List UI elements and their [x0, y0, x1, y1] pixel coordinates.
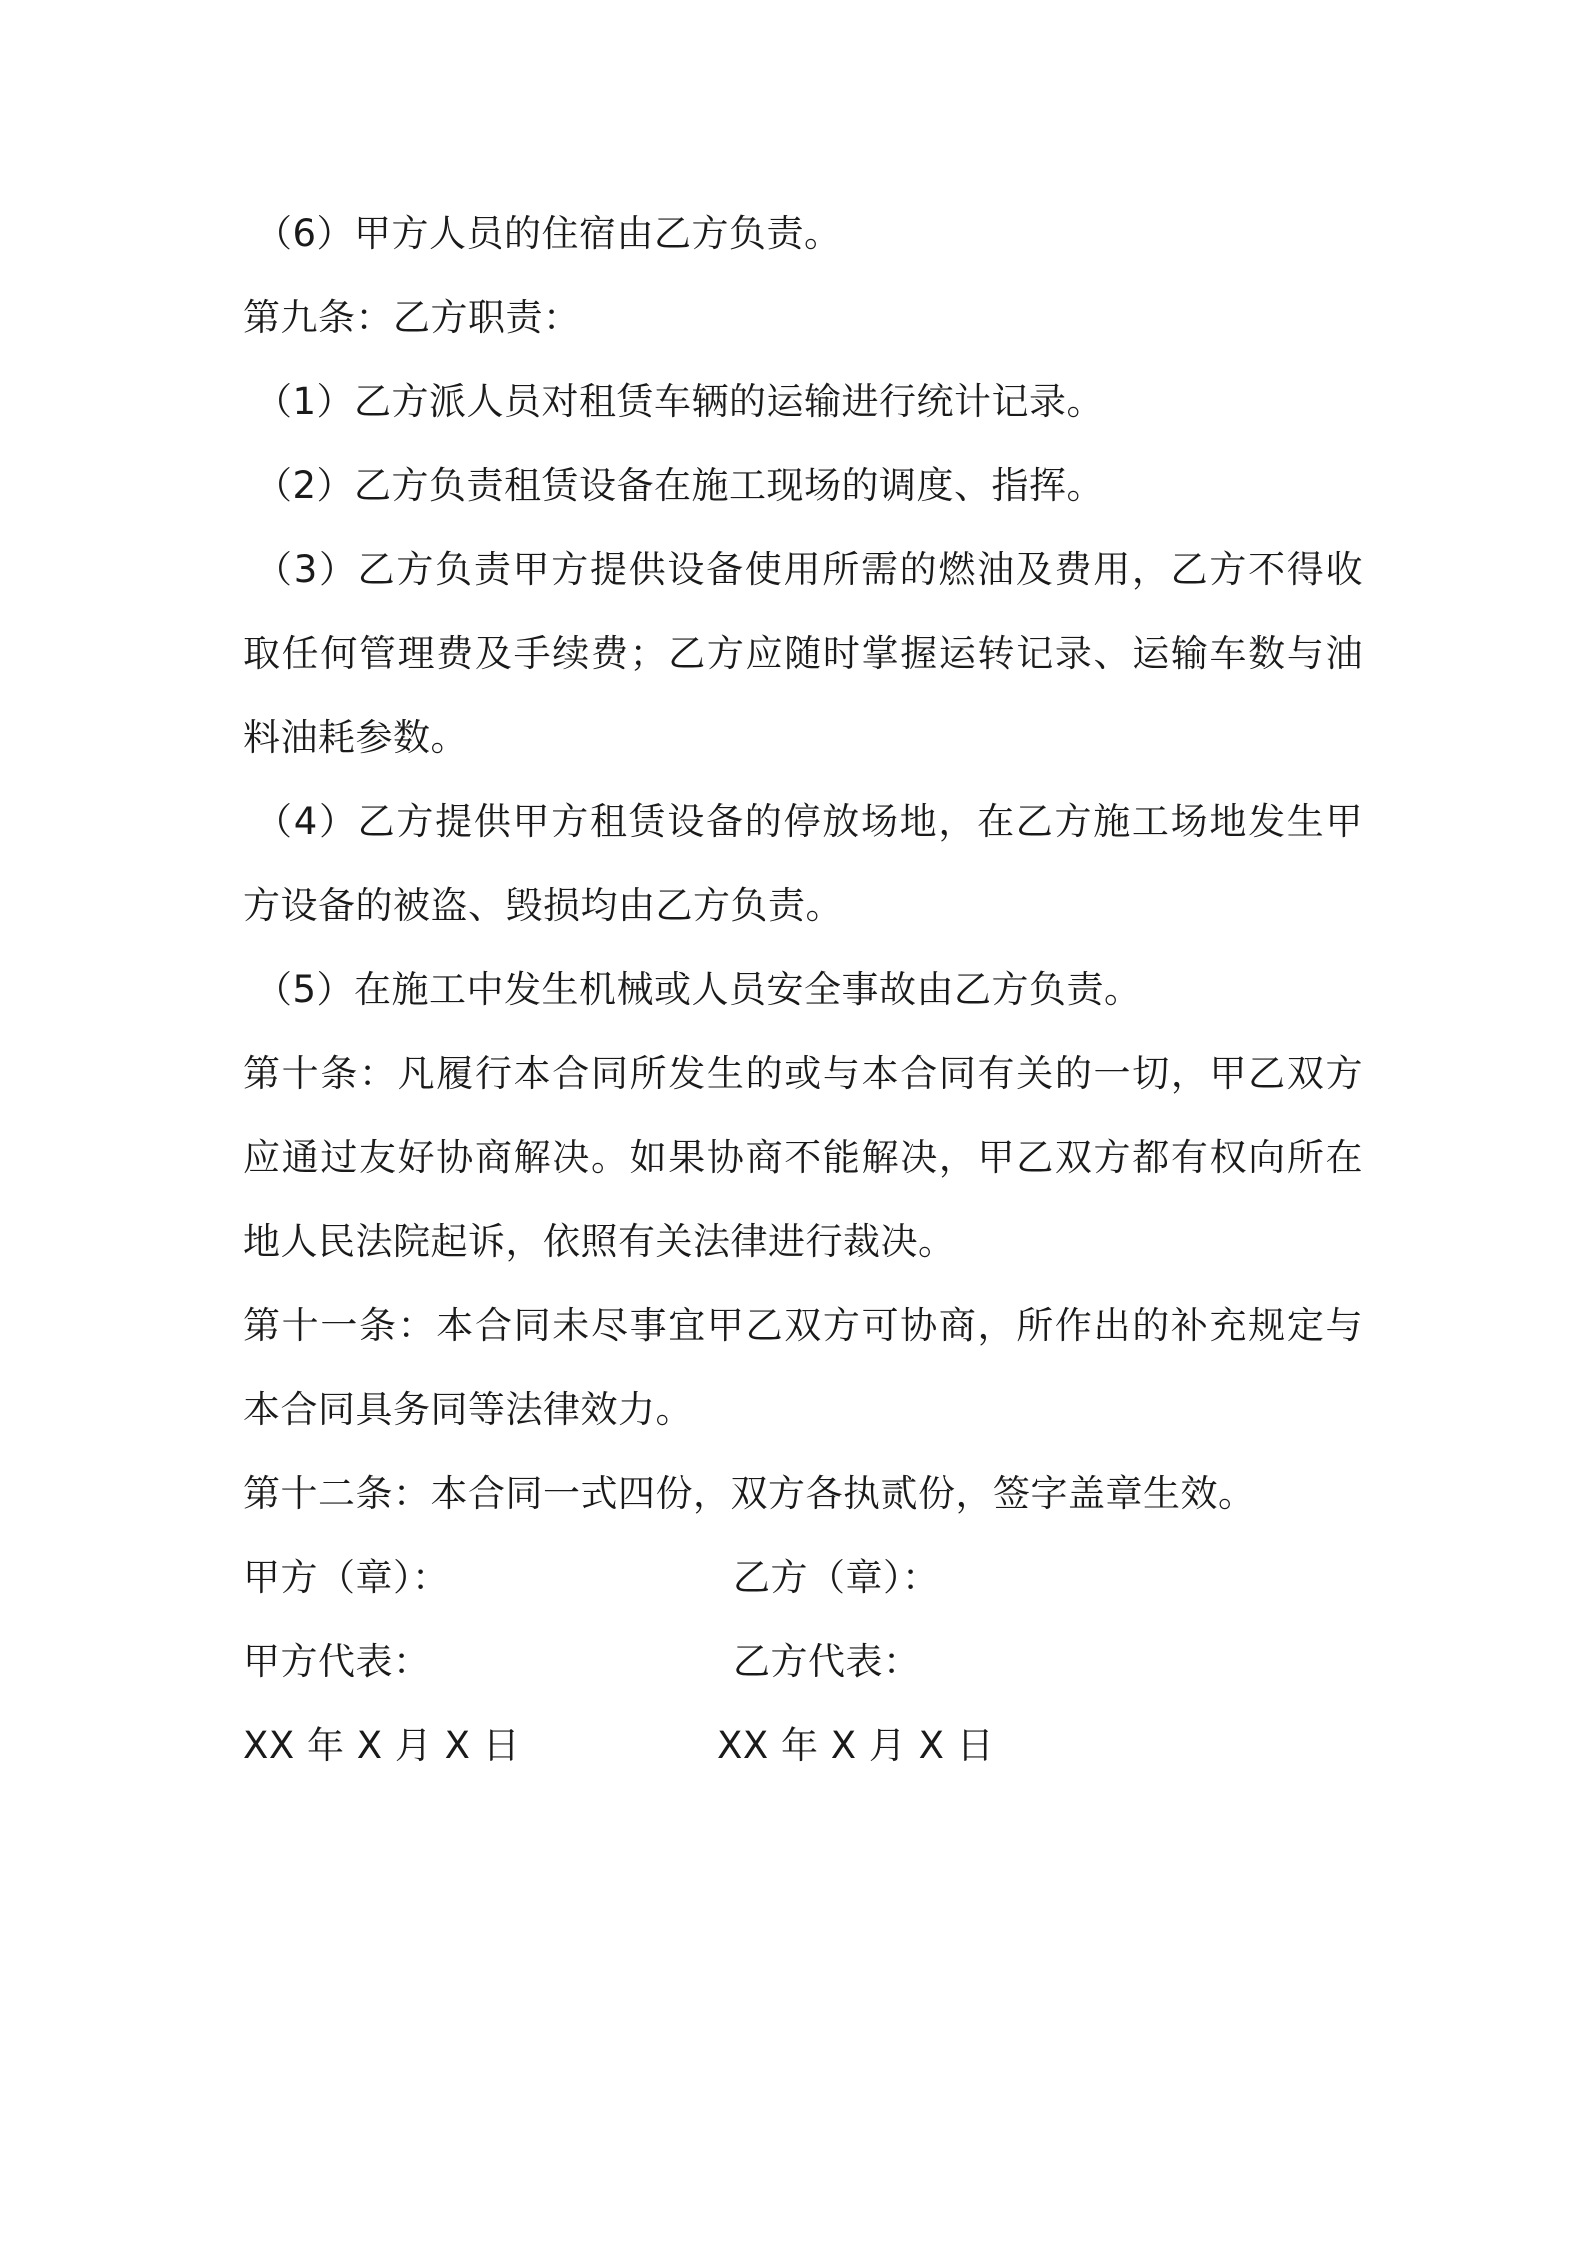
party-b-seal-label: 乙方（章）：: [733, 1556, 940, 1599]
signature-date-row: [243, 1704, 1363, 1788]
clause-item-5: （5）在施工中发生机械或人员安全事故由乙方负责。: [255, 968, 1142, 1011]
article-11: 第十一条：本合同未尽事宜甲乙双方可协商，所作出的补充规定与本合同具务同等法律效力。: [243, 1304, 1363, 1431]
clause-item-6: （6）甲方人员的住宿由乙方负责。: [255, 212, 842, 255]
clause-item-3: （3）乙方负责甲方提供设备使用所需的燃油及费用，乙方不得收取任何管理费及手续费；乙方应随时掌握运转记录、运输车数与油料油耗参数。: [243, 548, 1363, 759]
article-12: 第十二条：本合同一式四份，双方各执贰份，签字盖章生效。: [243, 1472, 1256, 1515]
party-a-date: XX 年 X 月 X 日: [243, 1724, 521, 1767]
contract-body: [243, 192, 1363, 1788]
clause-item-1: （1）乙方派人员对租赁车辆的运输进行统计记录。: [255, 380, 1105, 423]
signature-rep-row: [243, 1620, 1363, 1704]
party-b-rep-label: 乙方代表：: [733, 1640, 921, 1683]
clause-item-4: （4）乙方提供甲方租赁设备的停放场地，在乙方施工场地发生甲方设备的被盗、毁损均由乙方负责。: [243, 800, 1363, 927]
signature-seal-row: [243, 1536, 1363, 1620]
party-a-seal-label: 甲方（章）：: [243, 1556, 450, 1599]
party-a-rep-label: 甲方代表：: [243, 1640, 431, 1683]
clause-item-2: （2）乙方负责租赁设备在施工现场的调度、指挥。: [255, 464, 1105, 507]
article-9-heading: 第九条：乙方职责：: [243, 296, 581, 339]
party-b-date: XX 年 X 月 X 日: [717, 1724, 995, 1767]
article-10: 第十条：凡履行本合同所发生的或与本合同有关的一切，甲乙双方应通过友好协商解决。如果协商不能解决，甲乙双方都有权向所在地人民法院起诉，依照有关法律进行裁决。: [243, 1052, 1363, 1263]
